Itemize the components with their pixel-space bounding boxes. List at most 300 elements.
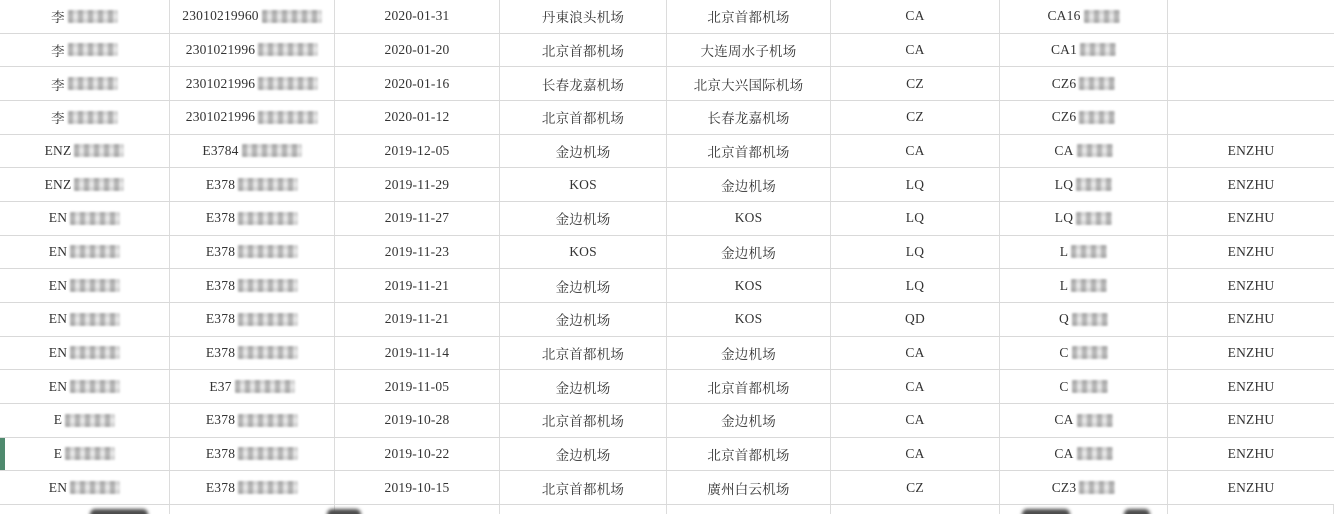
redaction-blur [258,43,318,56]
cell-id-number[interactable] [170,135,335,168]
cell-flight-number-text: CZ6 [1051,75,1077,91]
cell-airline-code[interactable] [831,135,1000,168]
cell-arrival-airport[interactable] [667,404,831,437]
cell-departure-airport-text: 北京首都机场 [541,111,625,127]
cell-id-number-text: E37 [209,378,232,394]
cell-id-number-text: 23010219960 [182,8,259,24]
cell-flight-date[interactable] [335,471,500,504]
cell-flight-date-text: 2019-11-27 [384,210,450,226]
redaction-blur [235,380,295,393]
redaction-blur [65,414,115,427]
cell-arrival-airport-text: 大连周水子机场 [700,43,797,59]
cell-flight-number-text: C [1059,378,1069,394]
cell-id-number-text: E378 [205,311,236,327]
cell-flight-date-text: 2020-01-12 [384,109,450,125]
cell-departure-airport-text: 金边机场 [555,313,611,329]
cell-flight-date[interactable] [335,337,500,370]
cell-passenger-name-text: 李 [51,10,65,26]
cell-airline-code[interactable] [831,370,1000,403]
cell-flight-number[interactable] [1000,471,1168,504]
cell-arrival-airport[interactable] [667,236,831,269]
cell-arrival-airport-text: 北京首都机场 [707,10,790,26]
redaction-blur [238,481,298,494]
redaction-blur [74,178,124,191]
cell-departure-airport[interactable] [500,101,667,134]
redaction-blur [238,178,298,191]
cell-arrival-airport[interactable] [667,505,831,514]
cell-passenger-name[interactable] [0,370,170,403]
cell-id-number-text: E378 [205,412,236,428]
redaction-blur [70,313,120,326]
cell-flight-date[interactable] [335,404,500,437]
table-row [0,303,1334,337]
redaction-blur [1080,43,1116,56]
cell-id-number[interactable] [170,168,335,201]
cell-flight-number[interactable] [1000,168,1168,201]
cell-id-number[interactable] [170,67,335,100]
cell-flight-number-text: L [1059,277,1069,293]
redaction-blur [68,111,118,124]
cell-arrival-airport-text: KOS [734,210,763,226]
cell-id-number-text: 2301021996 [185,109,256,125]
cell-departure-airport[interactable] [500,0,667,33]
cell-flight-number-text: CZ6 [1051,109,1077,125]
cell-departure-airport[interactable] [500,135,667,168]
cell-id-number-text: 2301021996 [185,41,256,57]
cell-agent-code-text: ENZHU [1227,344,1275,360]
cell-departure-airport[interactable] [500,202,667,235]
cell-departure-airport[interactable] [500,168,667,201]
redaction-blur [70,481,120,494]
cell-arrival-airport[interactable] [667,370,831,403]
cell-passenger-name[interactable] [0,101,170,134]
cell-id-number-text: E378 [205,479,236,495]
cell-departure-airport[interactable] [500,269,667,302]
cell-id-number-text: E378 [205,445,236,461]
cell-flight-number[interactable] [1000,135,1168,168]
cell-agent-code[interactable] [1168,471,1334,504]
cell-airline-code[interactable] [831,168,1000,201]
cell-passenger-name-text: EN [48,344,68,360]
cell-id-number[interactable] [170,438,335,471]
cell-airline-code-text: LQ [905,277,925,293]
cell-passenger-name[interactable] [0,0,170,33]
cell-airline-code-text: LQ [905,243,925,259]
cell-departure-airport[interactable] [500,337,667,370]
cell-flight-date-text: 2020-01-16 [384,75,450,91]
cell-flight-number[interactable] [1000,404,1168,437]
cell-flight-date-text: 2019-11-21 [384,311,450,327]
cell-agent-code[interactable] [1168,505,1334,514]
cell-departure-airport[interactable] [500,471,667,504]
cell-passenger-name[interactable] [0,236,170,269]
redaction-blur-dark [327,509,361,514]
cell-passenger-name[interactable] [0,404,170,437]
redaction-blur [70,245,120,258]
cell-passenger-name[interactable] [0,269,170,302]
cell-arrival-airport[interactable] [667,438,831,471]
cell-arrival-airport[interactable] [667,0,831,33]
cell-airline-code[interactable] [831,67,1000,100]
cell-flight-number[interactable] [1000,269,1168,302]
cell-agent-code-text: ENZHU [1227,243,1275,259]
cell-arrival-airport-text: 金边机场 [721,245,776,261]
cell-airline-code[interactable] [831,505,1000,514]
cell-departure-airport[interactable] [500,303,667,336]
cell-passenger-name[interactable] [0,303,170,336]
cell-passenger-name[interactable] [0,202,170,235]
cell-departure-airport-text: 金边机场 [555,279,611,295]
cell-airline-code-text: LQ [905,210,925,226]
cell-departure-airport[interactable] [500,34,667,67]
cell-departure-airport[interactable] [500,404,667,437]
cell-passenger-name-text: EN [48,378,68,394]
cell-flight-number-text: Q [1059,311,1069,327]
cell-agent-code[interactable] [1168,438,1334,471]
cell-flight-number[interactable] [1000,67,1168,100]
cell-id-number[interactable] [170,471,335,504]
cell-flight-number-text: CA [1054,142,1074,158]
cell-arrival-airport-text: 金边机场 [721,346,776,362]
cell-airline-code-text: CA [905,41,925,57]
cell-passenger-name-text: 李 [51,43,65,59]
redaction-blur [1072,313,1108,326]
cell-agent-code[interactable] [1168,202,1334,235]
cell-flight-number[interactable] [1000,202,1168,235]
cell-agent-code-text: ENZHU [1227,479,1275,495]
redaction-blur [70,212,120,225]
cell-departure-airport-text: 金边机场 [555,144,611,160]
cell-id-number-text: E378 [205,277,236,293]
cell-passenger-name[interactable] [0,135,170,168]
redaction-blur [68,77,118,90]
cell-flight-date[interactable] [335,269,500,302]
cell-airline-code[interactable] [831,303,1000,336]
redaction-blur [1077,447,1113,460]
cell-arrival-airport[interactable] [667,34,831,67]
cell-departure-airport[interactable] [500,236,667,269]
cell-agent-code[interactable] [1168,67,1334,100]
cell-flight-number[interactable] [1000,438,1168,471]
cell-passenger-name-text: EN [48,243,68,259]
cell-flight-date[interactable] [335,101,500,134]
redaction-blur [238,346,298,359]
cell-id-number[interactable] [170,202,335,235]
cell-arrival-airport-text: 北京大兴国际机场 [693,77,804,93]
cell-departure-airport-text: 长春龙嘉机场 [541,77,625,93]
cell-id-number-text: 2301021996 [185,75,256,91]
cell-id-number-text: E3784 [202,142,239,158]
redaction-blur [1076,212,1112,225]
cell-flight-date-text: 2019-11-23 [384,243,450,259]
cell-departure-airport-text: 金边机场 [555,380,611,396]
cell-agent-code[interactable] [1168,370,1334,403]
cell-id-number[interactable] [170,337,335,370]
cell-agent-code-text: ENZHU [1227,210,1275,226]
cell-airline-code[interactable] [831,438,1000,471]
cell-passenger-name-text: ENZ [44,176,72,192]
cell-airline-code-text: CA [905,142,925,158]
table-row-selected [0,438,1334,472]
redaction-blur [1072,380,1108,393]
redaction-blur [1079,111,1115,124]
cell-flight-date-text: 2019-10-22 [384,445,450,461]
cell-agent-code[interactable] [1168,168,1334,201]
cell-id-number-text: E378 [205,176,236,192]
cell-flight-date[interactable] [335,168,500,201]
cell-flight-date-text: 2020-01-31 [384,8,450,24]
cell-passenger-name-text: 李 [51,77,65,93]
cell-flight-number-text: LQ [1054,176,1074,192]
cell-flight-date[interactable] [335,34,500,67]
cell-flight-date-text: 2019-12-05 [384,142,450,158]
table-row [0,337,1334,371]
cell-departure-airport-text: 丹東浪头机场 [541,10,625,26]
table-row [0,34,1334,68]
cell-arrival-airport-text: 廣州白云机场 [707,481,790,497]
cell-arrival-airport[interactable] [667,337,831,370]
cell-departure-airport[interactable] [500,370,667,403]
cell-arrival-airport[interactable] [667,168,831,201]
cell-agent-code[interactable] [1168,34,1334,67]
cell-id-number[interactable] [170,236,335,269]
cell-departure-airport-text: 金边机场 [555,212,611,228]
cell-airline-code-text: CZ [906,75,924,91]
table-row-partial [0,505,1334,514]
redaction-blur [70,346,120,359]
cell-departure-airport-text: 北京首都机场 [541,346,625,362]
cell-departure-airport[interactable] [500,505,667,514]
cell-id-number[interactable] [170,0,335,33]
cell-passenger-name-text: 李 [51,111,65,127]
cell-passenger-name[interactable] [0,337,170,370]
cell-flight-number[interactable] [1000,236,1168,269]
cell-arrival-airport[interactable] [667,303,831,336]
cell-id-number[interactable] [170,505,335,514]
cell-agent-code[interactable] [1168,337,1334,370]
cell-id-number[interactable] [170,303,335,336]
cell-flight-date[interactable] [335,0,500,33]
redaction-blur [258,111,318,124]
redaction-blur [1084,10,1120,23]
cell-passenger-name-text: EN [48,210,68,226]
cell-flight-date-text: 2019-11-05 [384,378,450,394]
cell-arrival-airport[interactable] [667,269,831,302]
cell-arrival-airport-text: 北京首都机场 [707,380,790,396]
cell-airline-code-text: CZ [906,109,924,125]
cell-flight-date[interactable] [335,135,500,168]
redaction-blur [238,279,298,292]
cell-flight-number-text: C [1059,344,1069,360]
cell-arrival-airport[interactable] [667,202,831,235]
cell-airline-code-text: CA [905,378,925,394]
cell-passenger-name-text: EN [48,311,68,327]
redaction-blur [262,10,322,23]
redaction-blur [1076,178,1112,191]
cell-airline-code[interactable] [831,0,1000,33]
cell-passenger-name[interactable] [0,471,170,504]
redaction-blur [1077,144,1113,157]
cell-flight-number[interactable] [1000,34,1168,67]
redaction-blur [1071,279,1107,292]
table-row [0,67,1334,101]
cell-airline-code[interactable] [831,101,1000,134]
cell-agent-code[interactable] [1168,135,1334,168]
cell-flight-number-text: CA [1054,445,1074,461]
cell-passenger-name-text: EN [48,277,68,293]
redaction-blur [238,245,298,258]
cell-airline-code-text: CA [905,445,925,461]
table-row [0,202,1334,236]
cell-agent-code-text: ENZHU [1227,311,1275,327]
cell-agent-code-text: ENZHU [1227,142,1275,158]
cell-flight-date-text: 2019-11-29 [384,176,450,192]
cell-arrival-airport-text: 北京首都机场 [707,447,790,463]
cell-flight-date[interactable] [335,370,500,403]
cell-airline-code-text: QD [905,311,925,327]
cell-passenger-name-text: E [53,412,63,428]
redaction-blur [1071,245,1107,258]
cell-flight-date[interactable] [335,202,500,235]
cell-airline-code-text: CZ [906,479,924,495]
cell-airline-code[interactable] [831,236,1000,269]
redaction-blur [238,313,298,326]
cell-flight-number-text: CA [1054,412,1074,428]
redaction-blur [1079,481,1115,494]
cell-passenger-name[interactable] [0,34,170,67]
cell-agent-code[interactable] [1168,303,1334,336]
redaction-blur [68,43,118,56]
cell-arrival-airport-text: KOS [734,311,763,327]
cell-passenger-name-text: ENZ [44,142,72,158]
cell-airline-code[interactable] [831,471,1000,504]
cell-airline-code[interactable] [831,404,1000,437]
cell-departure-airport-text: 金边机场 [555,447,611,463]
cell-flight-number[interactable] [1000,0,1168,33]
table-row [0,269,1334,303]
redaction-blur-dark [1124,509,1150,514]
cell-agent-code-text: ENZHU [1227,378,1275,394]
cell-flight-number-text: CA1 [1050,41,1078,57]
cell-flight-date-text: 2019-11-21 [384,277,450,293]
cell-id-number[interactable] [170,370,335,403]
cell-id-number-text: E378 [205,344,236,360]
cell-id-number-text: E378 [205,243,236,259]
redaction-blur [1077,414,1113,427]
cell-flight-number-text: L [1059,243,1069,259]
cell-flight-date[interactable] [335,67,500,100]
table-row [0,135,1334,169]
redaction-blur-dark [90,509,148,514]
redaction-blur [68,10,118,23]
cell-arrival-airport-text: KOS [734,277,763,293]
cell-airline-code[interactable] [831,269,1000,302]
cell-passenger-name[interactable] [0,168,170,201]
redaction-blur [70,380,120,393]
cell-airline-code[interactable] [831,34,1000,67]
cell-flight-date-text: 2019-11-14 [384,344,450,360]
cell-id-number[interactable] [170,269,335,302]
cell-arrival-airport[interactable] [667,101,831,134]
cell-agent-code[interactable] [1168,404,1334,437]
cell-airline-code[interactable] [831,202,1000,235]
cell-agent-code[interactable] [1168,0,1334,33]
cell-airline-code-text: CA [905,8,925,24]
cell-flight-number[interactable] [1000,101,1168,134]
cell-id-number[interactable] [170,34,335,67]
cell-passenger-name[interactable] [0,438,170,471]
cell-flight-number[interactable] [1000,303,1168,336]
cell-departure-airport-text: 北京首都机场 [541,414,625,430]
cell-airline-code-text: CA [905,344,925,360]
redaction-blur [238,447,298,460]
cell-id-number[interactable] [170,404,335,437]
cell-flight-number-text: LQ [1054,210,1074,226]
redaction-blur [70,279,120,292]
cell-arrival-airport-text: 北京首都机场 [707,144,790,160]
cell-passenger-name-text: E [53,445,63,461]
cell-flight-number-text: CA16 [1047,8,1081,24]
cell-agent-code-text: ENZHU [1227,176,1275,192]
cell-arrival-airport[interactable] [667,67,831,100]
redaction-blur [238,414,298,427]
redaction-blur-dark [1022,509,1070,514]
cell-airline-code-text: LQ [905,176,925,192]
cell-flight-date-text: 2019-10-15 [384,479,450,495]
cell-arrival-airport[interactable] [667,135,831,168]
table-row [0,370,1334,404]
cell-agent-code[interactable] [1168,236,1334,269]
cell-flight-number[interactable] [1000,337,1168,370]
table-row [0,101,1334,135]
cell-departure-airport[interactable] [500,67,667,100]
redaction-blur [238,212,298,225]
table-row [0,471,1334,505]
cell-agent-code-text: ENZHU [1227,445,1275,461]
cell-agent-code[interactable] [1168,269,1334,302]
cell-agent-code-text: ENZHU [1227,412,1275,428]
cell-passenger-name-text: EN [48,479,68,495]
redaction-blur [242,144,302,157]
cell-airline-code-text: CA [905,412,925,428]
cell-agent-code-text: ENZHU [1227,277,1275,293]
redaction-blur [1079,77,1115,90]
cell-id-number[interactable] [170,101,335,134]
cell-passenger-name[interactable] [0,67,170,100]
redaction-blur [74,144,124,157]
cell-flight-number[interactable] [1000,370,1168,403]
table-row [0,0,1334,34]
table-row [0,168,1334,202]
cell-flight-date-text: 2020-01-20 [384,41,450,57]
cell-airline-code[interactable] [831,337,1000,370]
cell-flight-date[interactable] [335,236,500,269]
cell-arrival-airport[interactable] [667,471,831,504]
cell-agent-code[interactable] [1168,101,1334,134]
table-row [0,404,1334,438]
cell-id-number-text: E378 [205,210,236,226]
cell-departure-airport[interactable] [500,438,667,471]
redaction-blur [258,77,318,90]
cell-flight-date-text: 2019-10-28 [384,412,450,428]
cell-flight-date[interactable] [335,303,500,336]
cell-departure-airport-text: KOS [569,176,597,192]
cell-flight-number-text: CZ3 [1051,479,1077,495]
cell-arrival-airport-text: 金边机场 [721,414,776,430]
redaction-blur [1072,346,1108,359]
cell-arrival-airport-text: 金边机场 [721,178,776,194]
cell-flight-date[interactable] [335,438,500,471]
